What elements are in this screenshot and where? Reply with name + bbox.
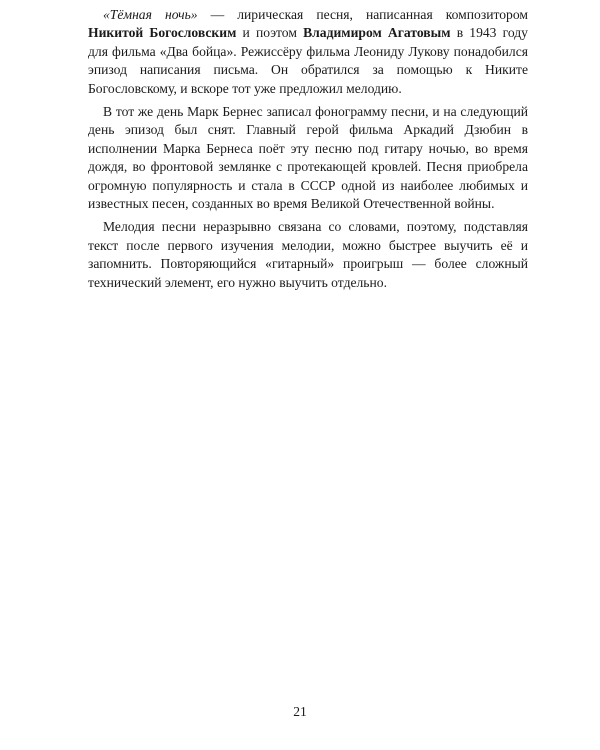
paragraph-1-text-a: — лирическая песня, написанная композитором: [197, 7, 528, 22]
paragraph-3: Мелодия песни неразрывно связана со словами, поэтому, подставляя текст после первого изучения мелодии, можно быстрее выучить её и запомнить. Повторяющийся «гитарный» проигрыш — более сложный технический элемент, его нужно выучить отдельно.: [88, 219, 528, 290]
poet-name: Владимиром Агатовым: [303, 25, 451, 41]
paragraph-1: [88, 6, 528, 98]
page-number: 21: [293, 704, 307, 719]
paragraph-1-text-b: и поэтом: [236, 25, 304, 41]
body-text: [88, 6, 528, 297]
paragraph-2: В тот же день Марк Бернес записал фонограмму песни, и на следующий день эпизод был снят. Главный герой фильма Аркадий Дзюбин в исполнении Марка Бернеса поёт эту песню под гитару ночью, во время дождя, во фронтовой землянке с протекающей кровлей. Песня приобрела огромную популярность и стала в СССР одной из наиболее любимых и известных песен, созданных во время Великой Отечественной войны.: [88, 104, 528, 212]
composer-name: Никитой Богословским: [88, 25, 237, 41]
song-title: «Тёмная ночь»: [103, 7, 198, 22]
paragraph-1-text-c: в 1943 году для фильма «Два бойца». Режиссёру фильма Леониду Лукову понадобился эпизод написания письма. Он обратился за помощью к Никите Богословскому, и вскоре тот уже предложил мелодию.: [88, 25, 528, 96]
